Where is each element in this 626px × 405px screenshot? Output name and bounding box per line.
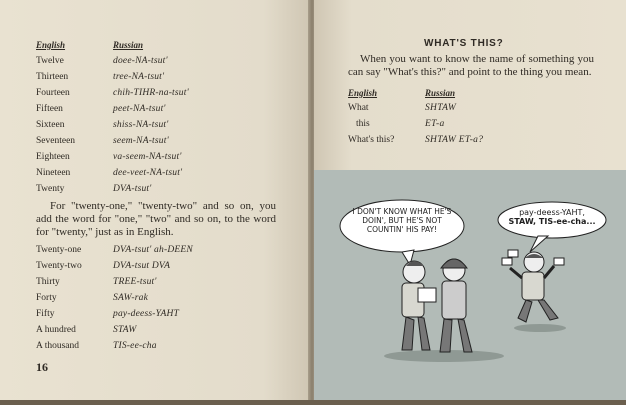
number-row <box>0 341 300 359</box>
phrase-row-whats-this <box>314 135 614 151</box>
number-russian: shiss-NA-tsut' <box>113 120 169 130</box>
number-english: Fifteen <box>36 104 63 114</box>
number-russian: pay-deess-YAHT <box>113 309 179 319</box>
number-russian: TIS-ee-cha <box>113 341 157 351</box>
number-english: Twenty <box>36 184 65 194</box>
page-number: 16 <box>36 360 48 374</box>
english-column-header: English <box>348 88 378 98</box>
cartoon-drawing <box>314 170 626 400</box>
number-russian: dee-veet-NA-tsut' <box>113 168 183 178</box>
number-english: A thousand <box>36 341 80 351</box>
phrase-english: What <box>348 103 369 113</box>
number-english: Fourteen <box>36 88 70 98</box>
number-english: Twenty-one <box>36 245 82 255</box>
right-speech-bubble <box>502 208 602 226</box>
english-column-header: English <box>36 40 66 50</box>
whats-this-paragraph: When you want to know the name of something you can say "What's this?" and point to the thing you mean. <box>348 53 594 78</box>
phrase-russian: SHTAW ET-a? <box>425 135 484 145</box>
left-page <box>0 0 310 400</box>
cartoon-illustration <box>314 170 626 400</box>
right-bubble-line: STAW, TIS-ee-cha... <box>508 217 596 226</box>
russian-column-header: Russian <box>113 40 144 50</box>
right-page <box>314 0 626 400</box>
number-english: Sixteen <box>36 120 65 130</box>
right-bubble-line: pay-deess-YAHT, <box>519 208 585 217</box>
phrase-row-what <box>314 103 614 119</box>
number-russian: peet-NA-tsut' <box>113 104 166 114</box>
left-bubble-line: I DON'T KNOW WHAT HE'S <box>352 207 452 216</box>
number-russian: STAW <box>113 325 137 335</box>
number-russian: tree-NA-tsut' <box>113 72 165 82</box>
number-english: Fifty <box>36 309 55 319</box>
number-russian: DVA-tsut' ah-DEEN <box>113 245 193 255</box>
number-english: Thirteen <box>36 72 69 82</box>
number-english: A hundred <box>36 325 76 335</box>
number-russian: va-seem-NA-tsut' <box>113 152 182 162</box>
number-russian: chih-TIHR-na-tsut' <box>113 88 189 98</box>
section-title: WHAT'S THIS? <box>424 38 504 49</box>
number-english: Twenty-two <box>36 261 82 271</box>
russian-column-header: Russian <box>425 88 456 98</box>
phrase-english: this <box>356 119 370 129</box>
left-bubble-line: DOIN', BUT HE'S NOT <box>362 216 442 225</box>
number-russian: DVA-tsut DVA <box>113 261 171 271</box>
left-speech-bubble <box>350 207 454 234</box>
number-russian: DVA-tsut' <box>113 184 152 194</box>
number-russian: SAW-rak <box>113 293 148 303</box>
number-russian: seem-NA-tsut' <box>113 136 169 146</box>
number-russian: TREE-tsut' <box>113 277 157 287</box>
number-english: Twelve <box>36 56 64 66</box>
phrase-row-this <box>314 119 614 135</box>
number-english: Thirty <box>36 277 60 287</box>
left-bubble-line: COUNTIN' HIS PAY! <box>366 225 438 234</box>
phrase-english: What's this? <box>348 135 395 145</box>
phrase-russian: ET-a <box>425 119 445 129</box>
phrase-russian: SHTAW <box>425 103 457 113</box>
number-russian: doee-NA-tsut' <box>113 56 168 66</box>
number-english: Seventeen <box>36 136 76 146</box>
number-english: Nineteen <box>36 168 71 178</box>
number-english: Eighteen <box>36 152 70 162</box>
number-english: Forty <box>36 293 57 303</box>
twenty-one-paragraph: For "twenty-one," "twenty-two" and so on, you add the word for "one," "two" and so on, to the word for "twenty," just as in English. <box>36 200 276 238</box>
